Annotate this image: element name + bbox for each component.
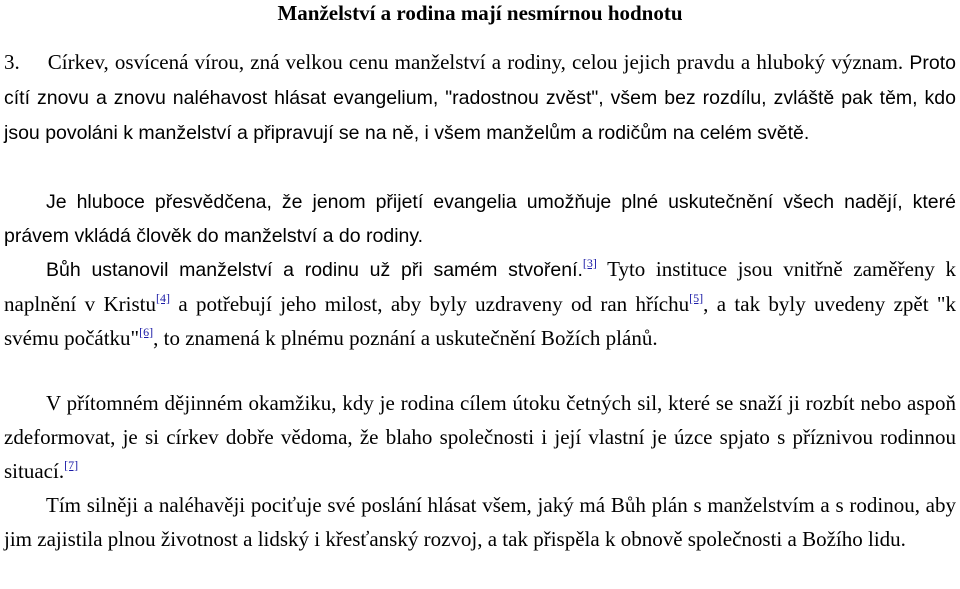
paragraph-present bbox=[4, 386, 956, 488]
footnote-link-4[interactable]: [4] bbox=[156, 291, 171, 305]
paragraph-text: V přítomném dějinném okamžiku, kdy je rodina cílem útoku četných sil, které se snaží ji rozbít nebo aspoň zdeformovat, je si církev dobře vědoma, že blaho společnosti i její vlastní je úzce spjato s příznivou rodinnou situací. bbox=[4, 391, 956, 483]
footnote-link-6[interactable]: [6] bbox=[139, 325, 154, 339]
paragraph-text: , a tak byly uvedeny zpět "k svému počátku" bbox=[4, 292, 956, 350]
paragraph-number: 3. bbox=[4, 50, 20, 74]
paragraph-text: Církev, osvícená vírou, zná velkou cenu manželství a rodiny, celou jejich pravdu a hluboký význam. bbox=[47, 50, 904, 74]
paragraph-mission: Tím silněji a naléhavěji pociťuje své poslání hlásat všem, jaký má Bůh plán s manželstvím a s rodinou, aby jim zajistila plnou životnost a lidský i křesťanský rozvoj, a tak přispěla k obnově společnosti a Božího lidu. bbox=[4, 493, 956, 551]
paragraph-creation bbox=[4, 252, 956, 355]
footnote-link-5[interactable]: [5] bbox=[689, 291, 704, 305]
paragraph-text: , to znamená k plnému poznání a uskutečnění Božích plánů. bbox=[153, 326, 658, 350]
footnote-link-3[interactable]: [3] bbox=[582, 256, 597, 270]
paragraph-text: a potřebují jeho milost, aby byly uzdraveny od ran hříchu bbox=[170, 292, 690, 316]
paragraph-faith: Je hluboce přesvědčena, že jenom přijetí evangelia umožňuje plné uskutečnění všech nadějí, které právem vkládá člověk do manželství a do rodiny. bbox=[4, 191, 956, 247]
paragraph-text-sans: Bůh ustanovil manželství a rodinu už při samém stvoření. bbox=[46, 259, 583, 281]
paragraph-text: Tyto instituce jsou vnitřně zaměřeny k naplnění v Kristu bbox=[4, 257, 956, 316]
document-title: Manželství a rodina mají nesmírnou hodnotu bbox=[277, 1, 683, 25]
paragraph-text-sans: Proto cítí znovu a znovu naléhavost hlásat evangelium, "radostnou zvěst", všem bez rozdílu, zvláště pak těm, kdo jsou povoláni k manželství a připravují se na ně, i všem manželům a rodičům na celém světě. bbox=[4, 52, 956, 144]
footnote-link-7[interactable]: [7] bbox=[64, 458, 79, 472]
paragraph-3 bbox=[4, 45, 956, 150]
